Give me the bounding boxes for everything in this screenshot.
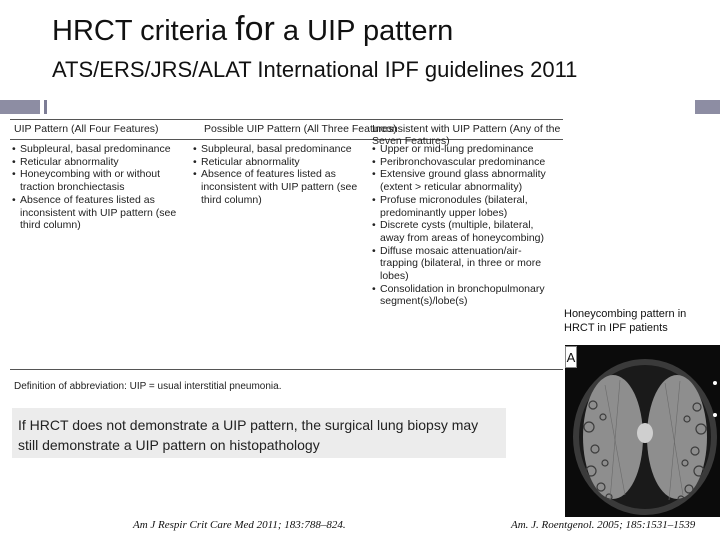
table-bottom-rule [10,369,563,370]
list-item: • Profuse micronodules (bilateral, predominantly upper lobes) [372,194,554,219]
callout-box: If HRCT does not demonstrate a UIP pattern, the surgical lung biopsy may still demonstrate a UIP pattern on histopathology [12,408,506,458]
reference-guidelines: Am J Respir Crit Care Med 2011; 183:788–824. [133,519,346,531]
column-header-uip: UIP Pattern (All Four Features) [14,123,159,135]
column-inconsistent [372,135,554,308]
list-item: • Discrete cysts (multiple, bilateral, away from areas of honeycombing) [372,219,554,244]
list-item: • Extensive ground glass abnormality (extent > reticular abnormality) [372,168,554,193]
list-item: • Upper or mid-lung predominance [372,143,554,156]
column-possible-uip [193,135,359,207]
criteria-table [10,119,563,394]
list-item: • Peribronchovascular predominance [372,156,554,169]
accent-bar-tick [44,100,47,114]
list-item: • Subpleural, basal predominance [193,143,359,156]
hrct-image [565,345,720,517]
list-item: • Honeycombing with or without traction bronchiectasis [12,168,184,193]
list-item: • Diffuse mosaic attenuation/air-trapping (bilateral, in three or more lobes) [372,245,554,283]
accent-bar-left [0,100,40,114]
title-part-3: a UIP pattern [282,15,454,47]
title-part-1: HRCT criteria [52,15,228,47]
reference-image: Am. J. Roentgenol. 2005; 185:1531–1539 [511,519,696,531]
list-item: • Absence of features listed as inconsistent with UIP pattern (see third column) [12,194,184,232]
slide-subtitle: ATS/ERS/JRS/ALAT International IPF guidelines 2011 [52,57,578,82]
column-header-possible-uip: Possible UIP Pattern (All Three Features) [204,123,397,135]
lung-ct-scan-image [565,345,720,517]
list-item: • Consolidation in bronchopulmonary segment(s)/lobe(s) [372,283,554,308]
list-item: • Reticular abnormality [193,156,359,169]
column-uip [12,135,184,232]
table-footnote: Definition of abbreviation: UIP = usual interstitial pneumonia. [14,381,282,392]
image-caption: Honeycombing pattern in HRCT in IPF patients [564,308,687,334]
slide-title [52,10,453,49]
list-item: • Absence of features listed as inconsistent with UIP pattern (see third column) [193,168,359,206]
title-part-2: for [235,10,275,48]
column-header-inconsistent: Inconsistent with UIP Pattern (Any of the Seven Features) [372,123,561,147]
list-item: • Subpleural, basal predominance [12,143,184,156]
table-top-rule [10,119,563,120]
accent-bar-right [695,100,720,114]
panel-label: A [565,346,577,368]
list-item: • Reticular abnormality [12,156,184,169]
